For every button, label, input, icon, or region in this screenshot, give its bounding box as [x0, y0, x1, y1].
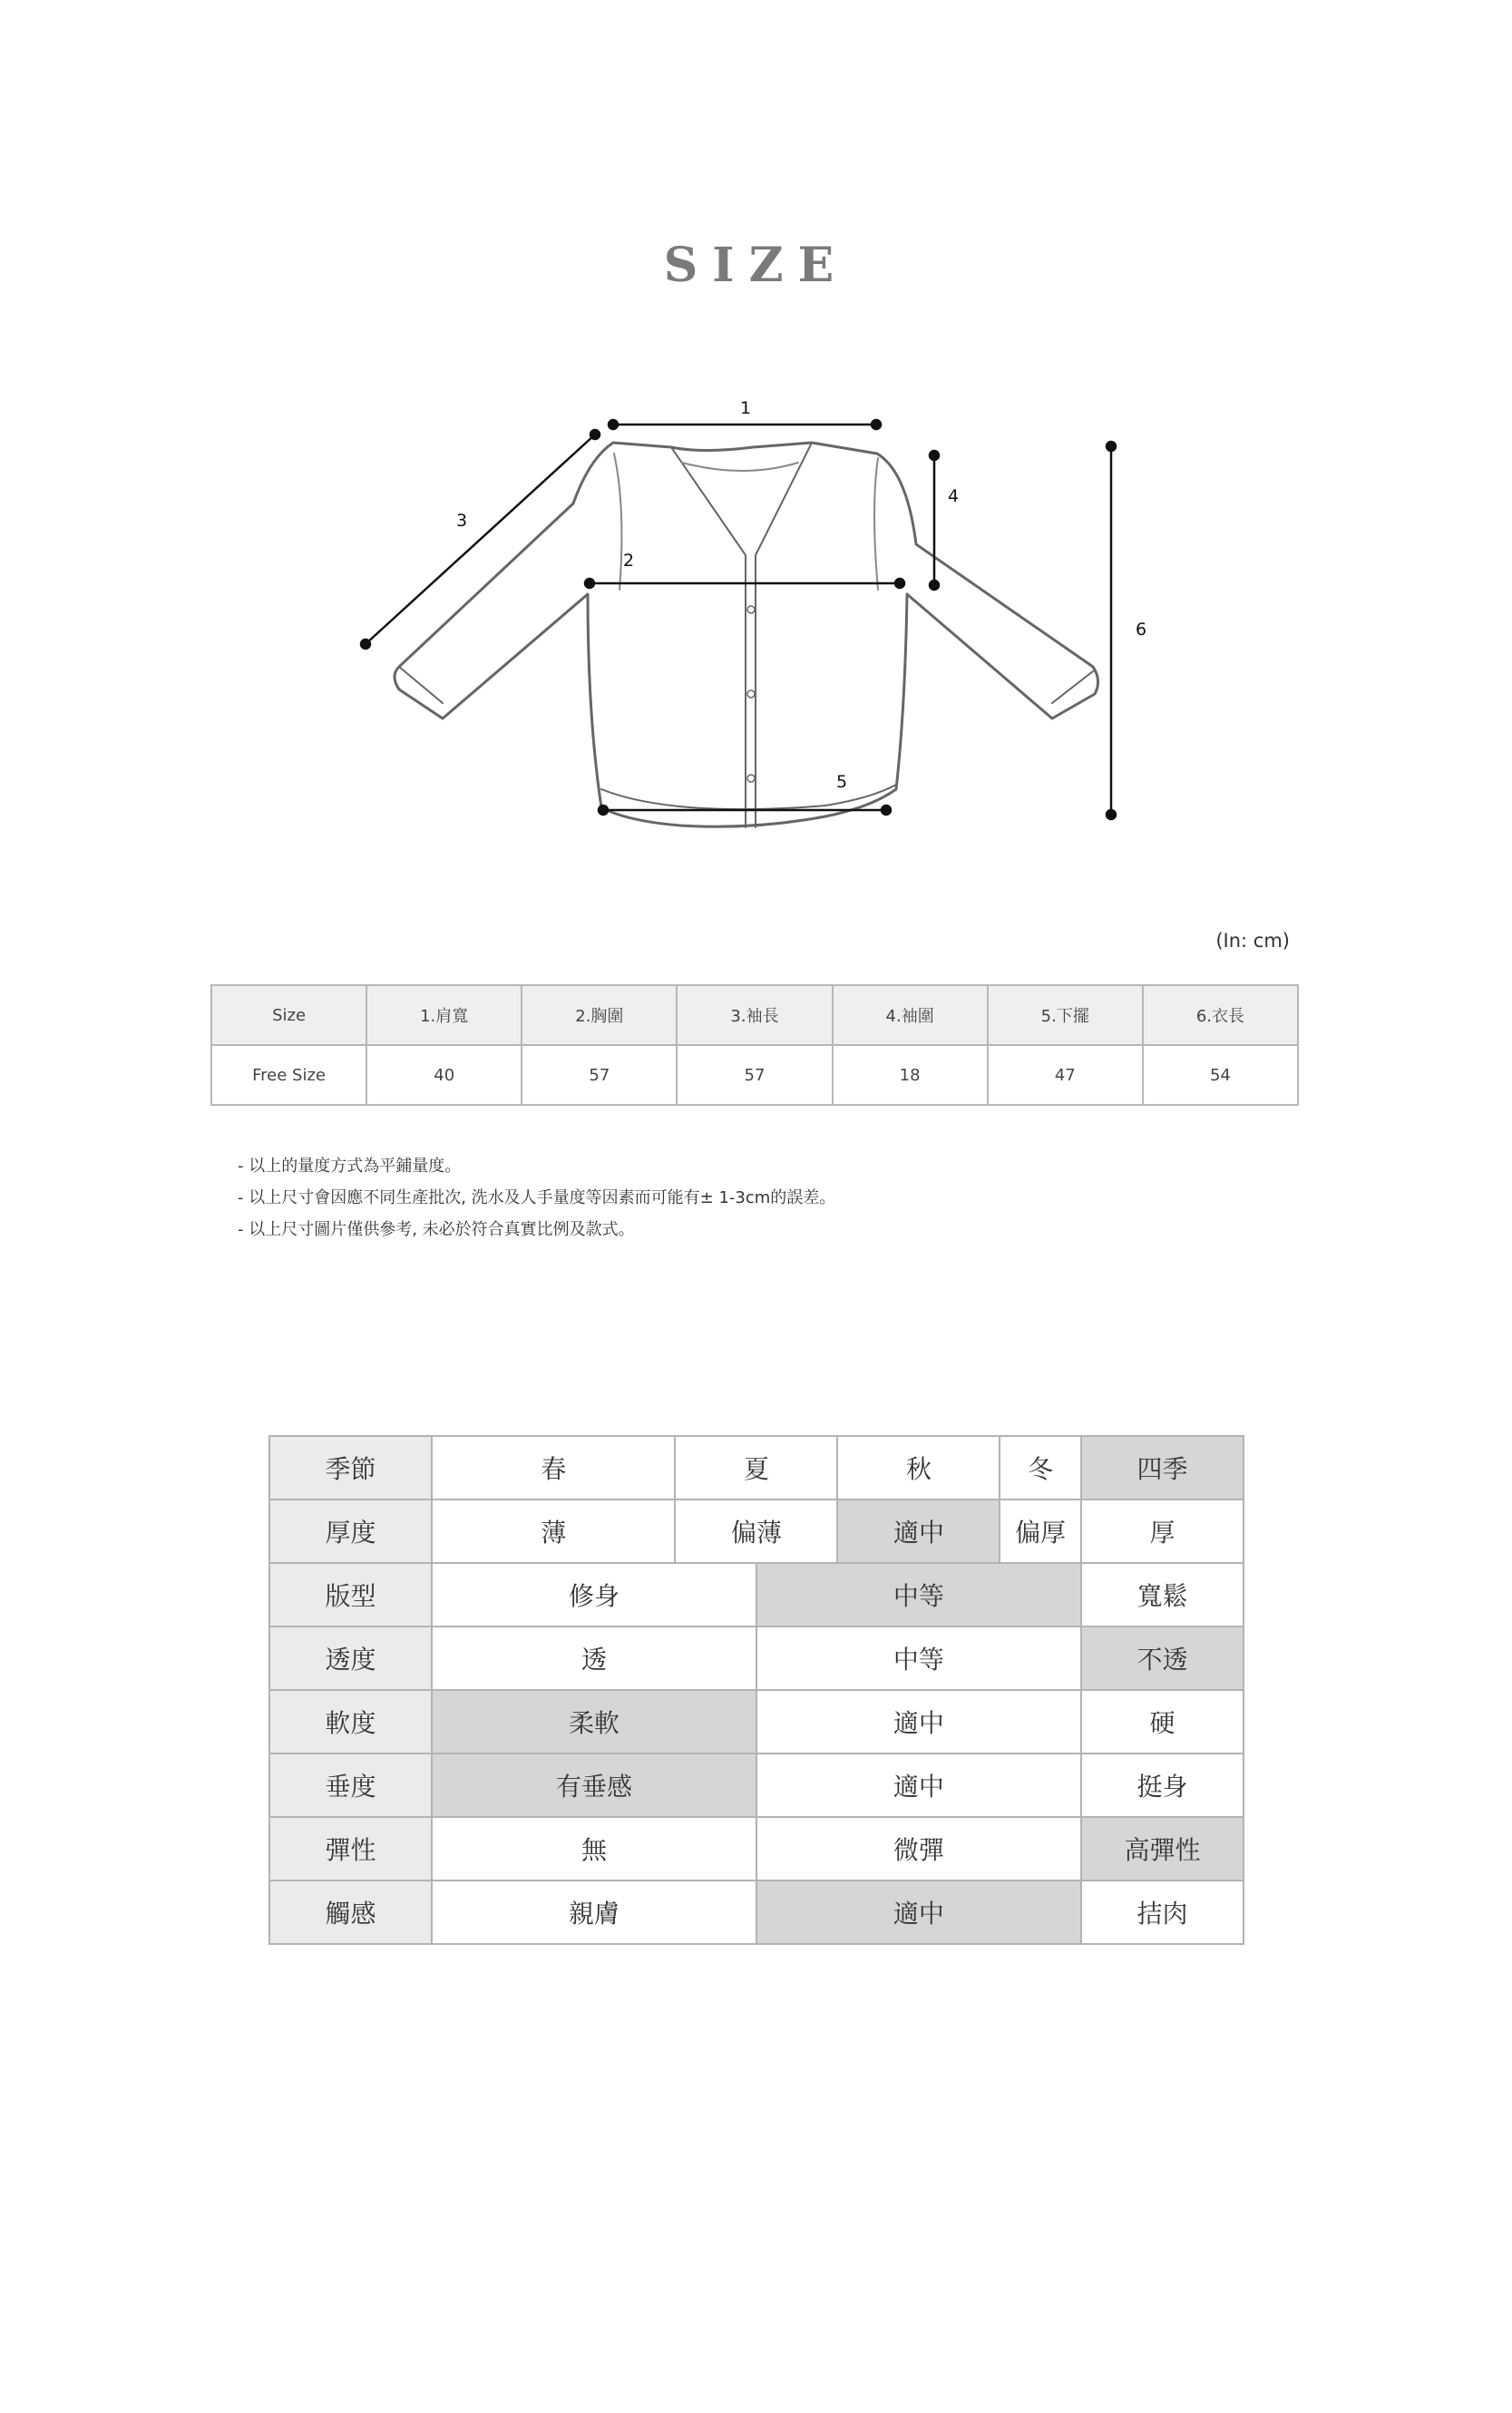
- table-cell: 57: [522, 1045, 677, 1105]
- garment-outline: [395, 443, 1098, 827]
- row-label: 厚度: [269, 1500, 432, 1563]
- measure-label-3: 3: [455, 511, 468, 531]
- row-thickness: [269, 1500, 1244, 1563]
- note-line: - 以上尺寸會因應不同生產批次, 洗水及人手量度等因素而可能有± 1-3cm的誤差。: [238, 1188, 836, 1207]
- option-cell: 透: [432, 1627, 756, 1690]
- option-cell: 偏薄: [675, 1500, 837, 1563]
- measure-lines: [361, 420, 1116, 819]
- row-label: 季節: [269, 1436, 432, 1500]
- measure-label-4: 4: [947, 486, 960, 506]
- option-cell-selected: 中等: [756, 1563, 1081, 1627]
- option-cell: 薄: [432, 1500, 675, 1563]
- measurement-notes: [238, 1150, 835, 1246]
- option-cell: 修身: [432, 1563, 756, 1627]
- row-opacity: [269, 1627, 1244, 1690]
- row-elasticity: [269, 1817, 1244, 1881]
- row-softness: [269, 1690, 1244, 1754]
- header-cell: 4.袖圍: [833, 985, 988, 1045]
- option-cell: 寬鬆: [1081, 1563, 1244, 1627]
- option-cell: 微彈: [756, 1817, 1081, 1881]
- cardigan-diagram: [345, 390, 1161, 898]
- option-cell-selected: 高彈性: [1081, 1817, 1244, 1881]
- option-cell: 春: [432, 1436, 675, 1500]
- table-cell: 57: [677, 1045, 832, 1105]
- button-3: [747, 775, 755, 782]
- row-label: 版型: [269, 1563, 432, 1627]
- measure-label-2: 2: [622, 551, 635, 571]
- measure-label-1: 1: [739, 398, 752, 418]
- option-cell: 厚: [1081, 1500, 1244, 1563]
- header-cell: 6.衣長: [1143, 985, 1298, 1045]
- measure-labels: [456, 398, 1146, 792]
- header-cell: 5.下擺: [988, 985, 1143, 1045]
- option-cell: 秋: [837, 1436, 1000, 1500]
- button-2: [747, 690, 755, 698]
- page-title: SIZE: [663, 238, 849, 293]
- header-cell: 2.胸圍: [522, 985, 677, 1045]
- option-cell: 冬: [1000, 1436, 1080, 1500]
- buttons: [747, 606, 755, 782]
- note-line: - 以上的量度方式為平鋪量度。: [238, 1157, 462, 1176]
- unit-label: (In: cm): [1215, 930, 1290, 952]
- option-cell: 適中: [756, 1754, 1081, 1817]
- note-line: - 以上尺寸圖片僅供參考, 未必於符合真實比例及款式。: [238, 1220, 635, 1239]
- option-cell-selected: 適中: [756, 1881, 1081, 1944]
- table-cell: 54: [1143, 1045, 1298, 1105]
- table-cell: 40: [366, 1045, 522, 1105]
- measure-label-6: 6: [1135, 620, 1147, 640]
- row-touch: [269, 1881, 1244, 1944]
- row-label: 彈性: [269, 1817, 432, 1881]
- row-label: 觸感: [269, 1881, 432, 1944]
- option-cell-selected: 不透: [1081, 1627, 1244, 1690]
- table-cell: 47: [988, 1045, 1143, 1105]
- row-fit: [269, 1563, 1244, 1627]
- option-cell: 夏: [675, 1436, 837, 1500]
- header-cell: 1.肩寬: [366, 985, 522, 1045]
- option-cell-selected: 適中: [837, 1500, 1000, 1563]
- option-cell: 偏厚: [1000, 1500, 1080, 1563]
- option-cell: 拮肉: [1081, 1881, 1244, 1944]
- row-label: 透度: [269, 1627, 432, 1690]
- option-cell: 親膚: [432, 1881, 756, 1944]
- size-table: [210, 984, 1299, 1106]
- row-label: 垂度: [269, 1754, 432, 1817]
- header-cell: 3.袖長: [677, 985, 832, 1045]
- option-cell: 挺身: [1081, 1754, 1244, 1817]
- fabric-properties-table: [268, 1435, 1244, 1945]
- header-cell: Size: [211, 985, 366, 1045]
- option-cell: 中等: [756, 1627, 1081, 1690]
- row-drape: [269, 1754, 1244, 1817]
- size-table-header: [211, 985, 1298, 1045]
- table-cell: 18: [833, 1045, 988, 1105]
- option-cell: 適中: [756, 1690, 1081, 1754]
- option-cell-selected: 四季: [1081, 1436, 1244, 1500]
- measure-label-5: 5: [835, 772, 848, 792]
- table-cell: Free Size: [211, 1045, 366, 1105]
- row-label: 軟度: [269, 1690, 432, 1754]
- button-1: [747, 606, 755, 613]
- option-cell-selected: 有垂感: [432, 1754, 756, 1817]
- table-row: [211, 1045, 1298, 1105]
- option-cell: 硬: [1081, 1690, 1244, 1754]
- option-cell-selected: 柔軟: [432, 1690, 756, 1754]
- option-cell: 無: [432, 1817, 756, 1881]
- row-season: [269, 1436, 1244, 1500]
